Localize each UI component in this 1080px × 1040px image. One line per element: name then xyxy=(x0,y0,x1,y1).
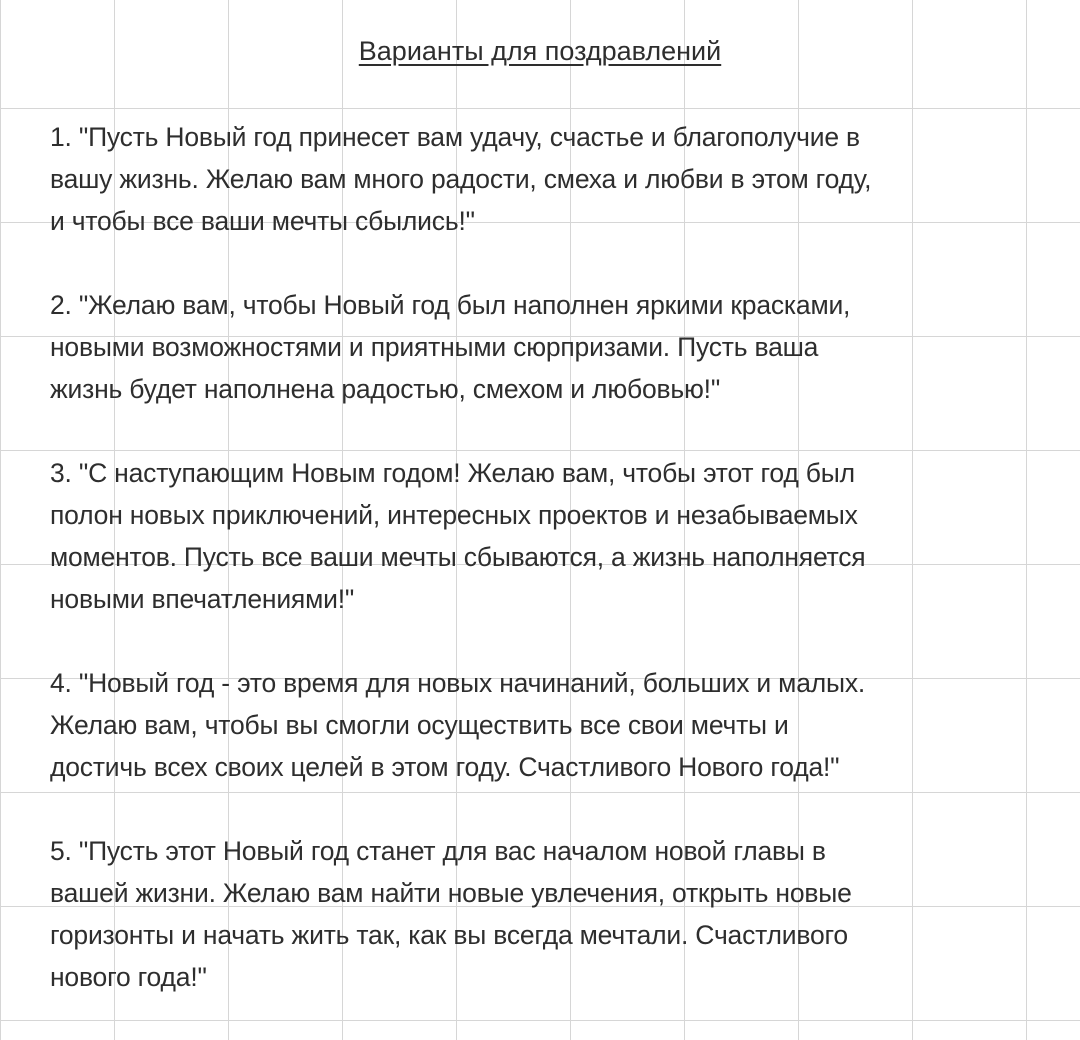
text-line: нового года!" xyxy=(50,962,207,992)
note-title xyxy=(0,36,1080,67)
greeting-paragraph-1 xyxy=(50,116,1060,242)
text-line: 1. "Пусть Новый год принесет вам удачу, счастье и благополучие в xyxy=(50,122,860,152)
text-line: горизонты и начать жить так, как вы всегда мечтали. Счастливого xyxy=(50,920,848,950)
text-line: и чтобы все ваши мечты сбылись!" xyxy=(50,206,475,236)
greeting-paragraph-4 xyxy=(50,662,1060,788)
greeting-paragraph-3 xyxy=(50,452,1060,620)
text-line: Желаю вам, чтобы вы смогли осуществить все свои мечты и xyxy=(50,710,789,740)
greeting-paragraph-5 xyxy=(50,830,1060,998)
text-line: вашей жизни. Желаю вам найти новые увлечения, открыть новые xyxy=(50,878,852,908)
text-line: 5. "Пусть этот Новый год станет для вас началом новой главы в xyxy=(50,836,826,866)
note-body[interactable] xyxy=(50,116,1060,1040)
note-title-text: Варианты для поздравлений xyxy=(358,36,722,66)
text-line: 3. "С наступающим Новым годом! Желаю вам, чтобы этот год был xyxy=(50,458,855,488)
text-line: 4. "Новый год - это время для новых начинаний, больших и малых. xyxy=(50,668,866,698)
text-line: новыми впечатлениями!" xyxy=(50,584,355,614)
text-line: 2. "Желаю вам, чтобы Новый год был наполнен яркими красками, xyxy=(50,290,851,320)
text-line: достичь всех своих целей в этом году. Счастливого Нового года!" xyxy=(50,752,840,782)
text-line: вашу жизнь. Желаю вам много радости, смеха и любви в этом году, xyxy=(50,164,872,194)
text-line: моментов. Пусть все ваши мечты сбываются, а жизнь наполняется xyxy=(50,542,866,572)
text-line: полон новых приключений, интересных проектов и незабываемых xyxy=(50,500,858,530)
greeting-paragraph-2 xyxy=(50,284,1060,410)
text-line: новыми возможностями и приятными сюрпризами. Пусть ваша xyxy=(50,332,819,362)
text-line: жизнь будет наполнена радостью, смехом и любовью!" xyxy=(50,374,721,404)
